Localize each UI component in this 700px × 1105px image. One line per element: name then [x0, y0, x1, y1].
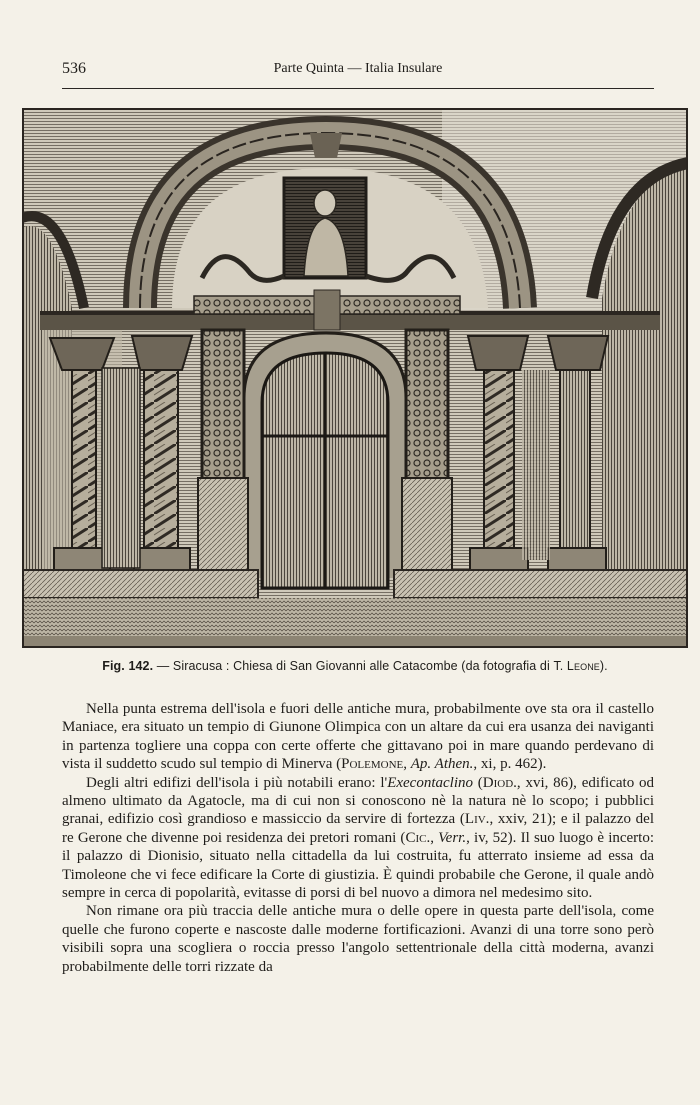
citation-work: Ap. Athen.	[410, 756, 474, 773]
figure-caption	[22, 659, 688, 673]
paragraph-1-text: Nella punta estrema dell'isola e fuori delle antiche mura, probabilmente ove sta ora il castello Maniace, era situato un tempio di Giunone Olimpica con un altare da cui era usanza dei naviganti in partenza togliere una coppa con certe offerte che gittavano poi in mare quando perdevano di vista il suddetto scudo sul tempio di Minerva (	[62, 701, 654, 773]
paragraph-3	[62, 902, 654, 976]
header-rule	[62, 88, 654, 89]
caption-text: — Siracusa : Chiesa di San Giovanni alle Catacombe (da fotografia di	[153, 659, 554, 673]
paragraph-2-text: , xvi, 86), edificato od almeno ultimato da Agatocle, ma di cui non si conoscono nè la natura nè lo scopo; i pubblici granai, edifizio così grandioso e massiccio da servire di fortezza (	[62, 774, 654, 828]
running-header	[62, 60, 654, 82]
caption-end: ).	[599, 659, 608, 673]
paragraph-2-text: ,	[430, 829, 439, 846]
paragraph-2	[62, 774, 654, 903]
paragraph-1: Nella punta estrema dell'isola e fuori delle antiche mura, probabilmente ove sta ora il castello Maniace, era situato un tempio di Giunone Olimpica con un altare da cui era usanza dei naviganti in partenza togliere una coppa con certe offerte che gittavano poi in mare quando perdevano di vista il suddetto scudo sul tempio di Minerva (Polemone, Ap. Athen., xi, p. 462).	[62, 701, 654, 773]
church-portal-engraving	[22, 108, 688, 648]
caption-credit: T. Leone	[553, 659, 600, 673]
citation-author: Polemone	[341, 756, 404, 773]
paragraph-2-text: (	[472, 774, 483, 791]
citation-author: Diod.	[482, 774, 517, 791]
citation-work: Verr.	[438, 829, 467, 846]
paragraph-2-text: , iv, 52). Il suo luogo è incerto: il palazzo di Dionisio, situato nella cittadella da lui costruita, fu atterrato insieme ad essa da Timoleone che vi fece edificare la Corte di giustizia. È quindi probabile che Gerone, il quale andò sempre in cerca di popolarità, evitasse di porsi di bel nuovo a dimora nel medesimo sito.	[62, 829, 655, 902]
citation-author: Cic.	[405, 829, 431, 846]
figure-number: Fig. 142.	[102, 659, 154, 673]
citation-ref: , xi, p. 462).	[473, 756, 547, 773]
running-title: Parte Quinta — Italia Insulare	[273, 61, 443, 76]
paragraph-2-text: , xxiv, 21); e il palazzo del re Gerone che divenne poi residenza dei pretori romani (	[62, 811, 654, 846]
work-title: Execontaclino	[387, 774, 473, 791]
citation-author: Liv.	[464, 811, 490, 828]
paragraph-3-text: Non rimane ora più traccia delle antiche mura o delle opere in questa parte dell'isola, come quelle che furono coperte e nascoste dalle moderne fortificazioni. Avanzi di una torre sono però visibili sopra una scogliera o roccia presso l'angolo settentrionale della città moderna, avanzi probabilmente delle torri rizzate da	[62, 903, 654, 975]
body-text	[62, 700, 654, 976]
page-number: 536	[62, 60, 86, 77]
paragraph-2-text: Degli altri edifizi dell'isola i più notabili erano: l'	[86, 774, 388, 791]
